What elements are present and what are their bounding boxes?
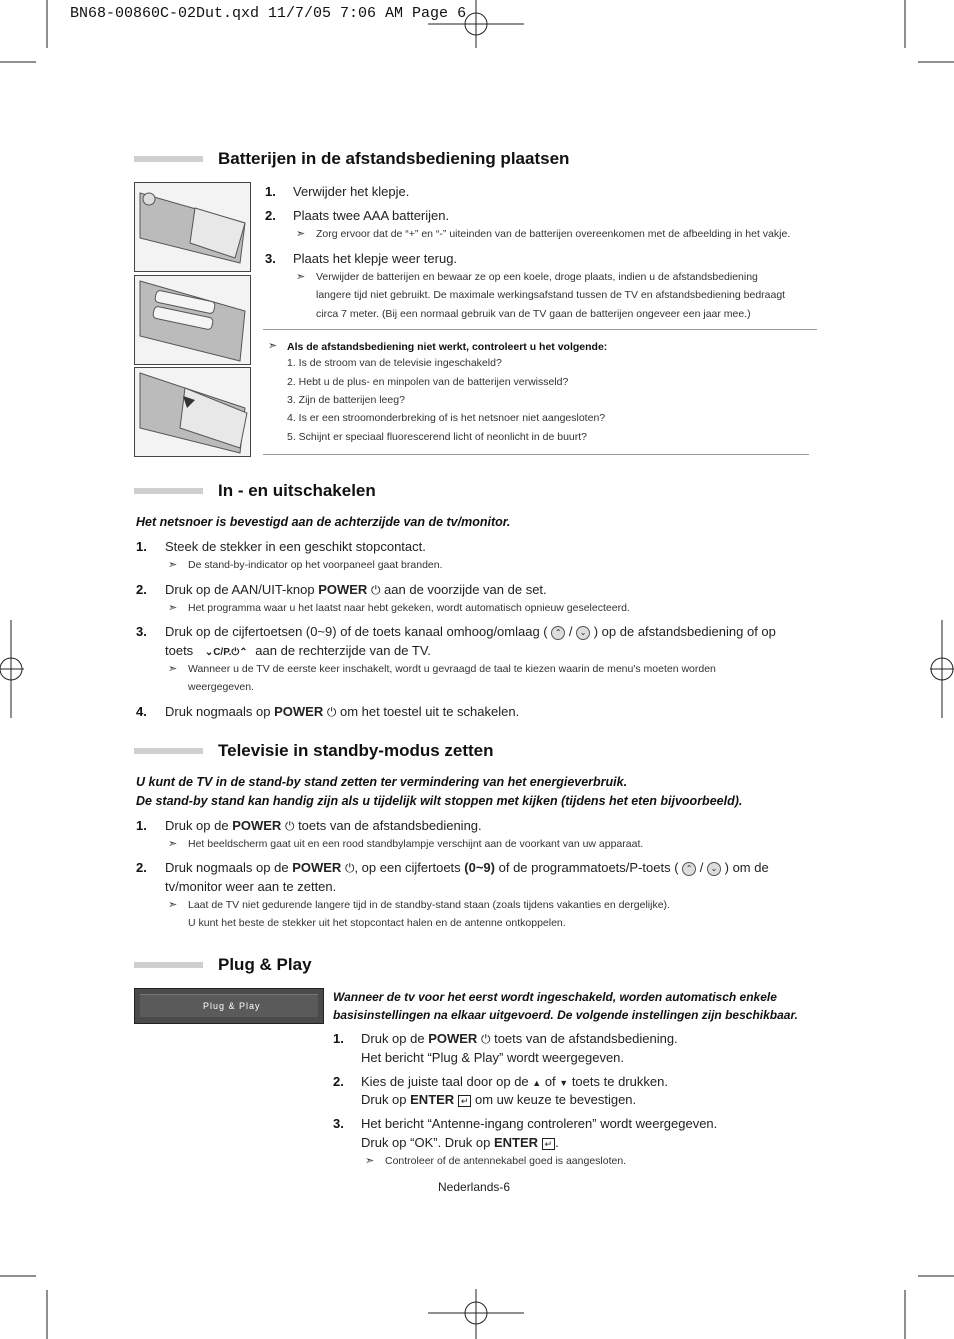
page-footer: Nederlands-6 bbox=[438, 1180, 511, 1194]
step-text: Druk nogmaals op de POWER ⏻, op een cijfertoets (0~9) of de programmatoets/P-toets ( ⌃ / ⌄ ) om de bbox=[165, 860, 769, 876]
step-text: Druk op “OK”. Druk op ENTER ↵ . bbox=[361, 1135, 559, 1150]
note-text: Het beeldscherm gaat uit en een rood standbylampje verschijnt aan de voorkant van uw apparaat. bbox=[188, 838, 644, 850]
step-text: Het bericht “Antenne-ingang controleren” wordt weergegeven. bbox=[361, 1116, 718, 1131]
note-arrow-icon: ➣ bbox=[168, 559, 178, 571]
step-text: Druk op de cijfertoetsen (0~9) of de toets kanaal omhoog/omlaag ( ⌃ / ⌄ ) op de afstandsbediening of op bbox=[165, 624, 776, 639]
note-text: Wanneer u de TV de eerste keer inschakelt, wordt u gevraagd de taal te kiezen waarin de menu's moeten worden bbox=[188, 663, 716, 675]
section-rule bbox=[134, 748, 203, 754]
note-arrow-icon: ➣ bbox=[365, 1155, 375, 1167]
check-item: 2. Hebt u de plus- en minpolen van de batterijen verwisseld? bbox=[287, 376, 569, 388]
down-arrow-icon: ▼ bbox=[559, 1078, 569, 1088]
remote-illustration-batteries bbox=[134, 275, 251, 365]
channel-down-icon: ⌄ bbox=[707, 862, 721, 876]
section-title: In - en uitschakelen bbox=[218, 481, 376, 500]
step-text: Druk nogmaals op POWER ⏻ om het toestel uit te schakelen. bbox=[165, 704, 520, 720]
note-text: langere tijd niet gebruikt. De maximale werkingsafstand tussen de TV en afstandsbediening bedraagt bbox=[316, 289, 786, 301]
check-item: 4. Is er een stroomonderbreking of is het netsnoer niet aangesloten? bbox=[287, 412, 606, 424]
step-text: Druk op ENTER ↵ om uw keuze te bevestigen. bbox=[361, 1092, 637, 1107]
note-text: U kunt het beste de stekker uit het stopcontact halen en de antenne ontkoppelen. bbox=[188, 917, 566, 929]
step-text: Kies de juiste taal door op de ▲ of ▼ toets te drukken. bbox=[361, 1074, 668, 1089]
check-item: 5. Schijnt er speciaal fluorescerend licht of neonlicht in de buurt? bbox=[287, 431, 588, 443]
remote-illustration-open bbox=[134, 182, 251, 272]
section-intro: U kunt de TV in de stand-by stand zetten ter vermindering van het energieverbruik. bbox=[136, 775, 628, 789]
file-slug: BN68-00860C-02Dut.qxd 11/7/05 7:06 AM Page 6 bbox=[70, 5, 467, 22]
channel-down-icon: ⌄ bbox=[576, 626, 590, 640]
power-icon: ⏻ bbox=[480, 1032, 491, 1047]
check-item: 3. Zijn de batterijen leeg? bbox=[287, 394, 405, 406]
section-title: Plug & Play bbox=[218, 955, 312, 974]
step-text: Plaats het klepje weer terug. bbox=[293, 251, 458, 266]
check-item: 1. Is de stroom van de televisie ingeschakeld? bbox=[287, 357, 502, 369]
enter-icon: ↵ bbox=[458, 1095, 472, 1107]
section-rule bbox=[134, 488, 203, 494]
channel-up-icon: ⌃ bbox=[682, 862, 696, 876]
note-text: circa 7 meter. (Bij een normaal gebruik van de TV gaan de batterijen ongeveer een jaar mee.) bbox=[316, 308, 751, 320]
section-intro: Het netsnoer is bevestigd aan de achterzijde van de tv/monitor. bbox=[136, 515, 511, 529]
note-text: Controleer of de antennekabel goed is aangesloten. bbox=[385, 1155, 627, 1167]
step-text: Het bericht “Plug & Play” wordt weergegeven. bbox=[361, 1050, 625, 1065]
note-text: Laat de TV niet gedurende langere tijd in de standby-stand staan (zoals tijdens vakanties en dergelijke). bbox=[188, 899, 670, 911]
check-heading: Als de afstandsbediening niet werkt, controleert u het volgende: bbox=[287, 341, 608, 353]
step-text: toets ⌄C/P.⏻⌃ aan de rechterzijde van de TV. bbox=[165, 643, 431, 658]
section-intro: De stand-by stand kan handig zijn als u tijdelijk wilt stoppen met kijken (tijdens het eten bijvoorbeeld). bbox=[136, 794, 743, 808]
note-text: Zorg ervoor dat de “+” en “-” uiteinden van de batterijen overeenkomen met de afbeelding in het vakje. bbox=[316, 228, 791, 240]
note-text: Het programma waar u het laatst naar hebt gekeken, wordt automatisch opnieuw geselecteerd. bbox=[188, 602, 630, 614]
channel-up-icon: ⌃ bbox=[551, 626, 565, 640]
note-arrow-icon: ➣ bbox=[168, 663, 178, 675]
note-arrow-icon: ➣ bbox=[296, 271, 306, 283]
step-text: Plaats twee AAA batterijen. bbox=[293, 208, 450, 223]
remote-illustration-close bbox=[134, 367, 251, 457]
up-arrow-icon: ▲ bbox=[532, 1078, 542, 1088]
section-intro: basisinstellingen na elkaar uitgevoerd. De volgende instellingen zijn beschikbaar. bbox=[333, 1008, 798, 1022]
section-intro: Wanneer de tv voor het eerst wordt ingeschakeld, worden automatisch enkele bbox=[333, 990, 777, 1004]
plug-play-screen bbox=[134, 988, 324, 1024]
power-icon: ⏻ bbox=[326, 705, 337, 720]
note-text: weergegeven. bbox=[188, 681, 254, 693]
step-text: tv/monitor weer aan te zetten. bbox=[165, 879, 337, 894]
note-arrow-icon: ➣ bbox=[168, 838, 178, 850]
power-icon: ⏻ bbox=[344, 861, 355, 876]
step-text: Druk op de POWER ⏻ toets van de afstandsbediening. bbox=[361, 1031, 678, 1047]
note-arrow-icon: ➣ bbox=[296, 228, 306, 240]
enter-icon: ↵ bbox=[542, 1138, 556, 1150]
note-arrow-icon: ➣ bbox=[268, 340, 278, 352]
box-rule-top bbox=[263, 329, 817, 330]
power-icon: ⏻ bbox=[370, 583, 381, 598]
note-text: Verwijder de batterijen en bewaar ze op een koele, droge plaats, indien u de afstandsbediening bbox=[316, 271, 758, 283]
step-text: Druk op de POWER ⏻ toets van de afstandsbediening. bbox=[165, 818, 482, 834]
section-title: Batterijen in de afstandsbediening plaatsen bbox=[218, 149, 570, 168]
power-icon: ⏻ bbox=[284, 819, 295, 834]
note-arrow-icon: ➣ bbox=[168, 602, 178, 614]
section-rule bbox=[134, 962, 203, 968]
screen-label: Plug & Play bbox=[140, 994, 318, 1017]
box-rule-bottom bbox=[263, 454, 809, 455]
note-arrow-icon: ➣ bbox=[168, 899, 178, 911]
step-text: Verwijder het klepje. bbox=[293, 184, 410, 199]
section-title: Televisie in standby-modus zetten bbox=[218, 741, 494, 760]
section-rule bbox=[134, 156, 203, 162]
cp-button-icon: ⌄C/P.⏻⌃ bbox=[204, 647, 248, 658]
note-text: De stand-by-indicator op het voorpaneel gaat branden. bbox=[188, 559, 443, 571]
step-text: Steek de stekker in een geschikt stopcontact. bbox=[165, 539, 426, 554]
step-text: Druk op de AAN/UIT-knop POWER ⏻ aan de voorzijde van de set. bbox=[165, 582, 547, 598]
